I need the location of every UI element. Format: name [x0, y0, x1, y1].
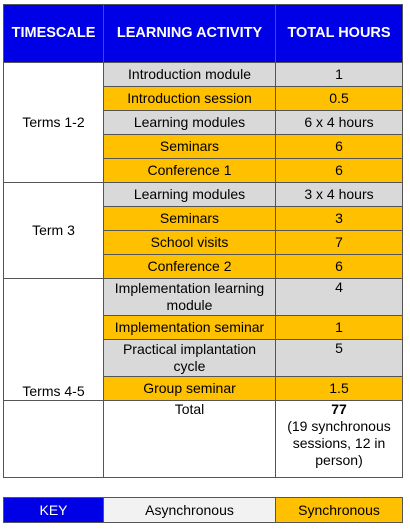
timescale-cell: Terms 1-2: [4, 63, 104, 183]
table-row: [4, 279, 403, 316]
activity-cell: Seminars: [104, 207, 276, 231]
activity-cell: Group seminar: [104, 377, 276, 401]
hours-cell: 1: [276, 63, 403, 87]
activity-cell: Learning modules: [104, 183, 276, 207]
total-hours-cell: [276, 401, 403, 478]
activity-cell: School visits: [104, 231, 276, 255]
legend-key: [3, 497, 403, 523]
total-empty-cell: [4, 401, 104, 478]
key-sync: Synchronous: [276, 498, 403, 523]
key-async: Asynchronous: [104, 498, 276, 523]
hours-cell: 1.5: [276, 377, 403, 401]
hours-cell: 7: [276, 231, 403, 255]
activity-cell: Implementation seminar: [104, 316, 276, 340]
activity-cell: Introduction session: [104, 87, 276, 111]
activity-cell: Learning modules: [104, 111, 276, 135]
timescale-cell: Terms 4-5: [4, 279, 104, 401]
header-activity: LEARNING ACTIVITY: [104, 5, 276, 63]
header-timescale: TIMESCALE: [4, 5, 104, 63]
key-label: KEY: [4, 498, 104, 523]
table-row: [4, 63, 403, 87]
activity-cell: Conference 1: [104, 159, 276, 183]
hours-cell: 6: [276, 159, 403, 183]
activity-cell: Introduction module: [104, 63, 276, 87]
hours-cell: 0.5: [276, 87, 403, 111]
hours-cell: 1: [276, 316, 403, 340]
activity-cell: Implementation learning module: [104, 279, 276, 316]
hours-cell: 6 x 4 hours: [276, 111, 403, 135]
total-label: Total: [104, 401, 276, 478]
hours-cell: 5: [276, 340, 403, 377]
header-hours: TOTAL HOURS: [276, 5, 403, 63]
total-value: 77: [331, 401, 347, 417]
total-row: [4, 401, 403, 478]
hours-cell: 3 x 4 hours: [276, 183, 403, 207]
activity-cell: Conference 2: [104, 255, 276, 279]
hours-cell: 6: [276, 255, 403, 279]
schedule-table: [3, 4, 403, 478]
activity-cell: Seminars: [104, 135, 276, 159]
timescale-cell: Term 3: [4, 183, 104, 279]
total-detail: (19 synchronous sessions, 12 in person): [287, 418, 391, 468]
table-row: [4, 183, 403, 207]
hours-cell: 6: [276, 135, 403, 159]
activity-cell: Practical implantation cycle: [104, 340, 276, 377]
hours-cell: 4: [276, 279, 403, 316]
header-row: [4, 5, 403, 63]
hours-cell: 3: [276, 207, 403, 231]
